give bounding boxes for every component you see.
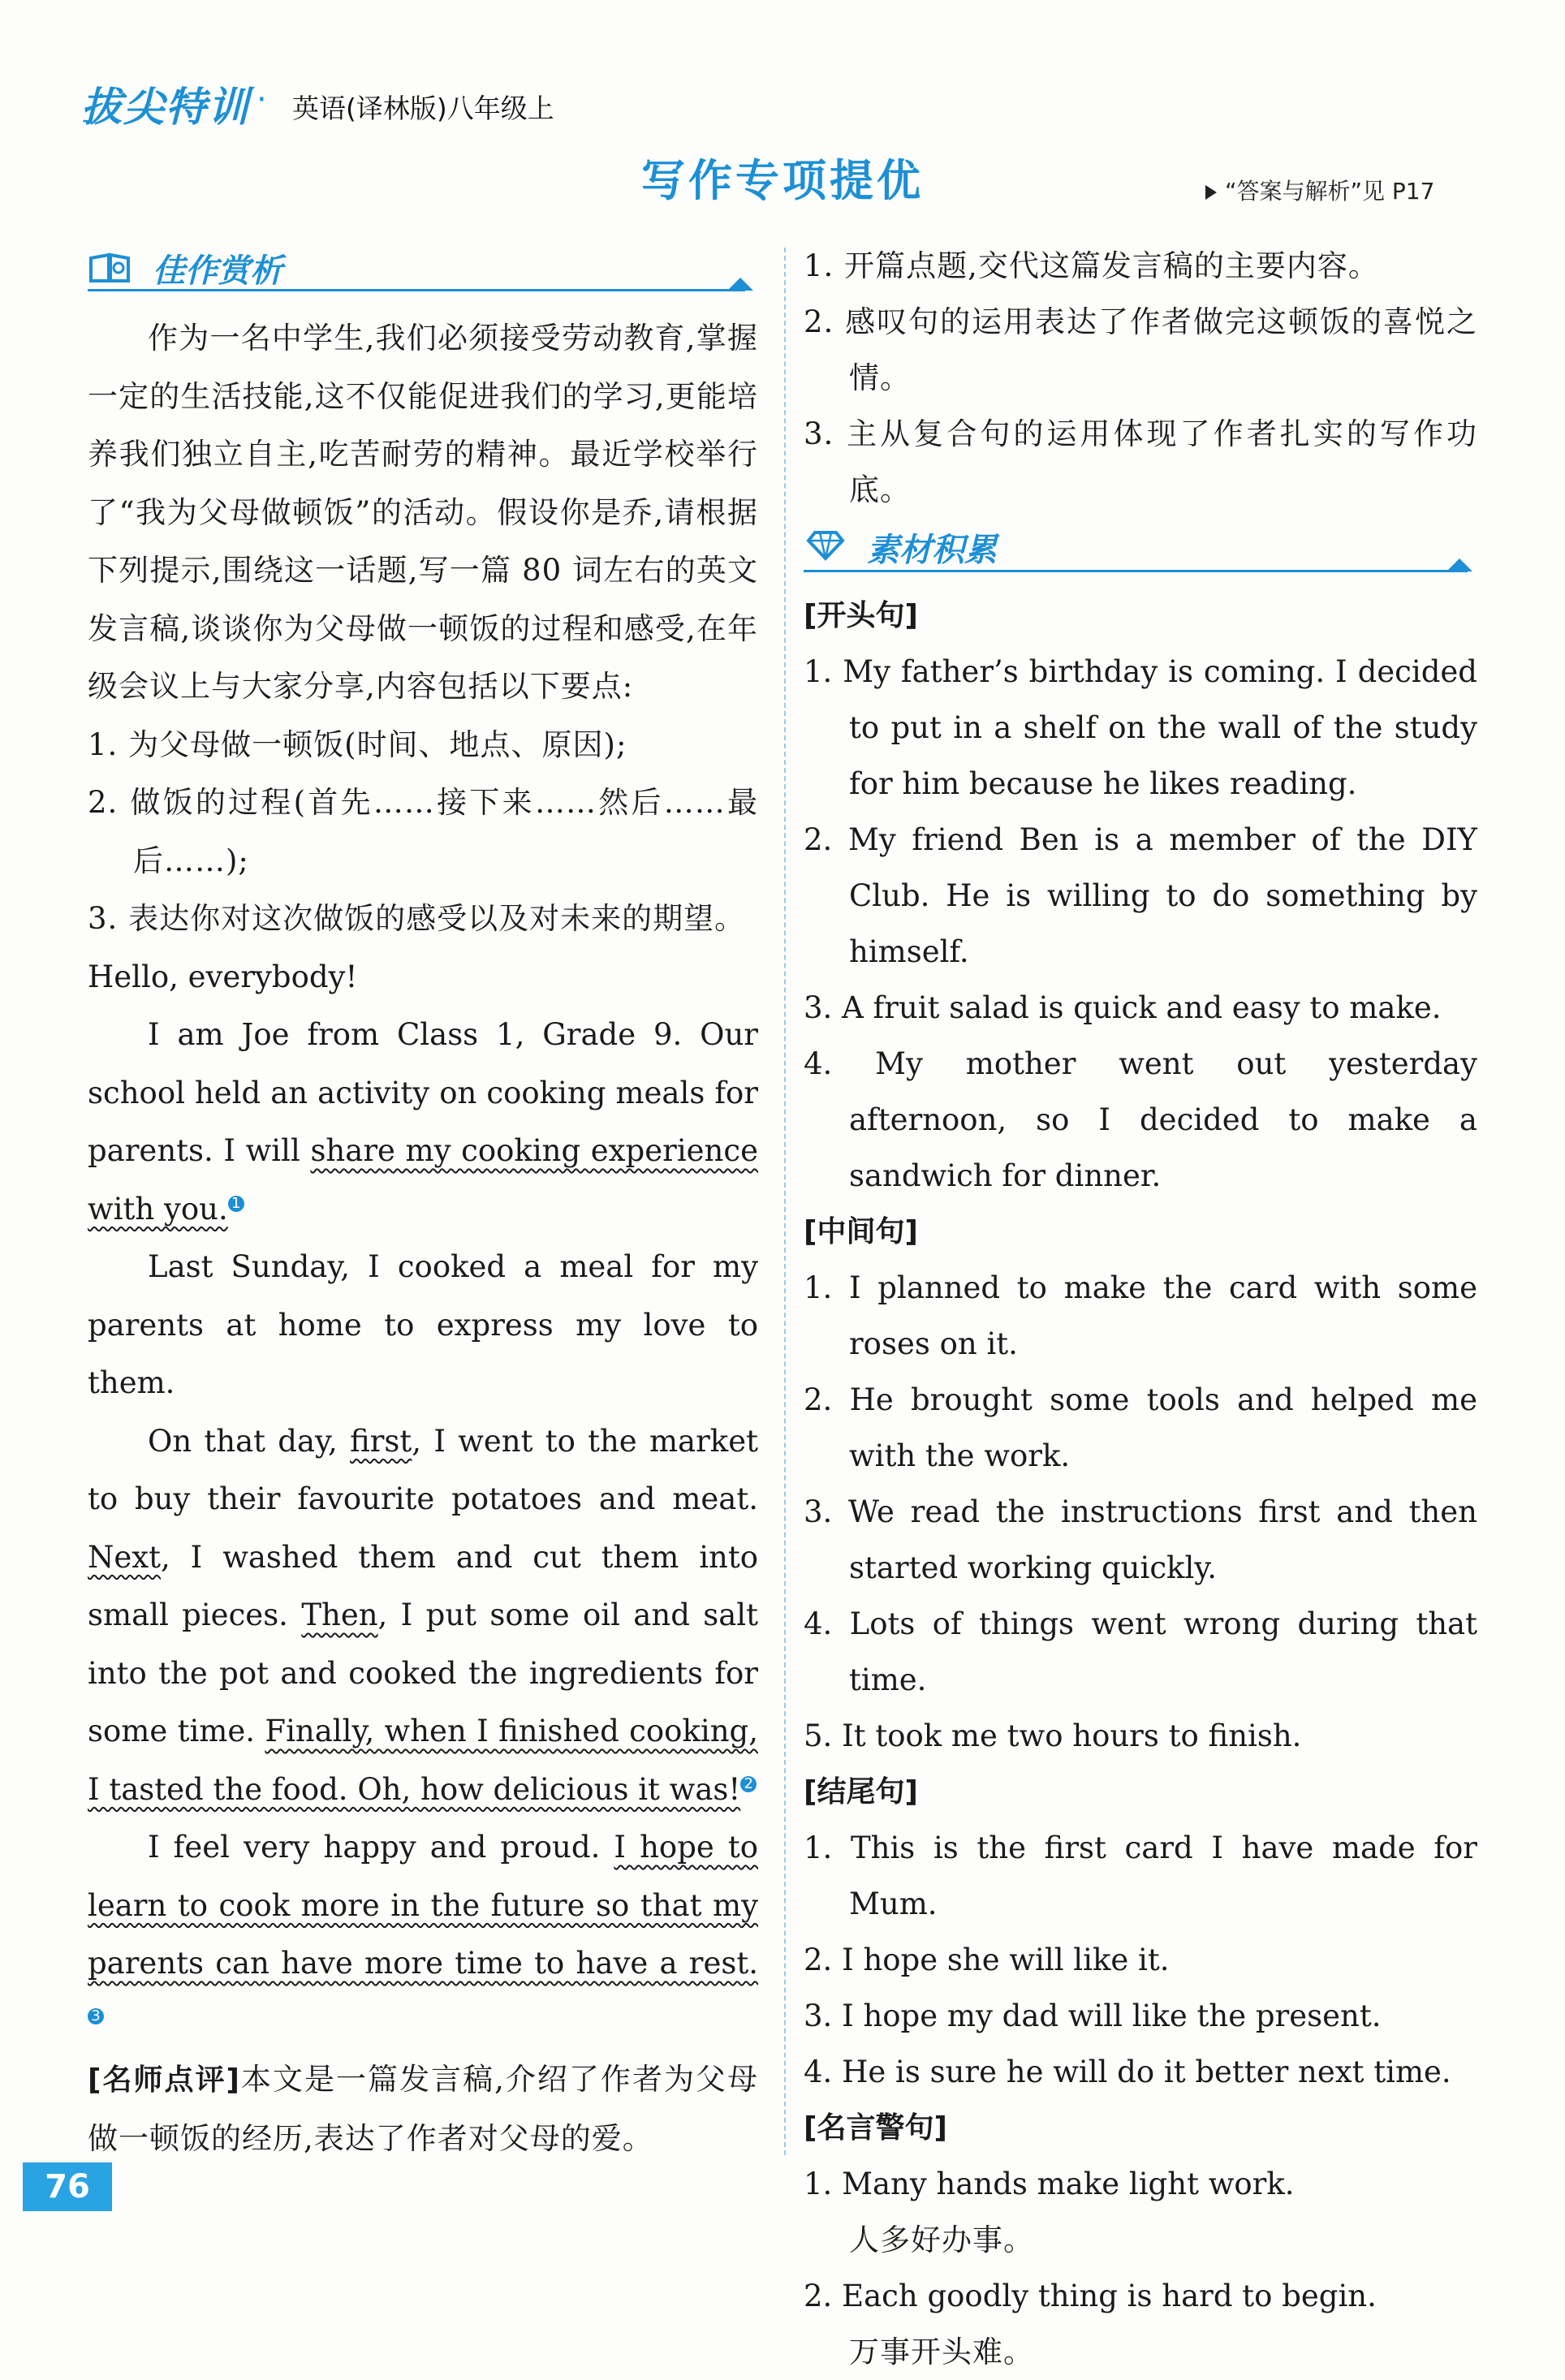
material-item: 5. It took me two hours to finish. — [804, 1718, 1302, 1753]
page-title: 写作专项提优 — [641, 155, 924, 206]
annotation-marker: 3 — [88, 2008, 104, 2024]
material-item: 1. I planned to make the card with some roses on it. — [804, 1270, 1477, 1361]
comment-points — [804, 238, 1477, 518]
group-label: [开头句] — [804, 599, 918, 632]
material-item: 4. Lots of things went wrong during that time. — [804, 1606, 1477, 1697]
prompt-point: 3. 表达你对这次做饭的感受以及对未来的期望。 — [88, 901, 746, 936]
comment-point: 3. 主从复合句的运用体现了作者扎实的写作功底。 — [804, 416, 1477, 507]
column-divider — [784, 248, 786, 2155]
prompt-point: 1. 为父母做一顿饭(时间、地点、原因); — [88, 727, 627, 762]
page-number: 76 — [23, 2162, 112, 2211]
material-item: 2. Each goodly thing is hard to begin. — [804, 2279, 1377, 2313]
material-item: 2. I hope she will like it. — [804, 1942, 1170, 1977]
triangle-icon — [727, 278, 753, 291]
material-translation: 人多好办事。 — [849, 2223, 1034, 2257]
essay-paragraph: On that day, first, I went to the market to buy their favourite potatoes and meat. Next, I washed them and cut them into small pieces. Then, I put some oil and salt into the pot and cooked the ingredients for some time. Finally, when I finished cooking, I tasted the food. Oh, how delicious it was! 2 — [88, 1423, 758, 1807]
comment-label: [名师点评] — [88, 2063, 240, 2097]
essay-paragraph: I am Joe from Class 1, Grade 9. Our school held an activity on cooking meals for parents. I will share my cooking experience with you. 1 — [88, 1017, 758, 1227]
diamond-icon — [804, 529, 847, 562]
comment-point: 2. 感叹句的运用表达了作者做完这顿饭的喜悦之情。 — [804, 304, 1478, 395]
section-title-appreciation: 佳作赏析 — [153, 252, 282, 290]
book-icon — [88, 252, 131, 284]
materials-list — [804, 588, 1477, 2380]
material-item: 1. This is the first card I have made for Mum. — [804, 1830, 1477, 1921]
series-logo: 拔尖特训 — [81, 84, 250, 131]
material-item: 1. My father’s birthday is coming. I decided to put in a shelf on the wall of the study for him because he likes reading. — [804, 654, 1477, 801]
header-dot: · — [257, 81, 267, 119]
section-title-materials: 素材积累 — [867, 532, 997, 569]
answer-reference: “答案与解析”见 P17 — [1205, 174, 1434, 206]
material-item: 2. He brought some tools and helped me with the work. — [804, 1382, 1477, 1473]
material-item: 2. My friend Ben is a member of the DIY Club. He is willing to do something by himself. — [804, 822, 1477, 969]
section-underline — [804, 570, 1468, 572]
annotation-marker: 2 — [740, 1776, 757, 1792]
triangle-icon — [1446, 558, 1472, 571]
essay-paragraph: I feel very happy and proud. I hope to learn to cook more in the future so that my parents can have more time to have a rest.3 — [88, 1830, 758, 2025]
annotation-marker: 1 — [228, 1196, 244, 1212]
comment-point: 1. 开篇点题,交代这篇发言稿的主要内容。 — [804, 248, 1379, 283]
material-item: 4. My mother went out yesterday afternoon, so I decided to make a sandwich for dinner. — [804, 1046, 1477, 1193]
group-label: [中间句] — [804, 1215, 918, 1248]
triangle-icon — [1205, 185, 1217, 200]
left-column — [88, 309, 758, 2167]
material-item: 3. I hope my dad will like the present. — [804, 1998, 1382, 2033]
essay-greeting: Hello, everybody! — [88, 959, 358, 994]
material-item: 3. A fruit salad is quick and easy to make. — [804, 990, 1442, 1025]
material-translation: 万事开头难。 — [849, 2335, 1034, 2369]
material-item: 3. We read the instructions first and then started working quickly. — [804, 1494, 1477, 1585]
book-subtitle: 英语(译林版)八年级上 — [292, 93, 554, 124]
material-item: 4. He is sure he will do it better next time. — [804, 2054, 1451, 2089]
essay-paragraph: Last Sunday, I cooked a meal for my parents at home to express my love to them. — [88, 1249, 758, 1400]
section-underline — [88, 289, 745, 291]
group-label: [结尾句] — [804, 1775, 918, 1809]
group-label: [名言警句] — [804, 2111, 947, 2145]
teacher-comment: [名师点评]本文是一篇发言稿,介绍了作者为父母做一顿饭的经历,表达了作者对父母的爱。 — [88, 2062, 758, 2156]
material-item: 1. Many hands make light work. — [804, 2167, 1295, 2201]
prompt-point: 2. 做饭的过程(首先……接下来……然后……最后……); — [88, 785, 758, 878]
prompt-paragraph: 作为一名中学生,我们必须接受劳动教育,掌握一定的生活技能,这不仅能促进我们的学习,更能培养我们独立自主,吃苦耐劳的精神。最近学校举行了“我为父母做顿饭”的活动。假设你是乔,请根据下列提示,围绕这一话题,写一篇 80 词左右的英文发言稿,谈谈你为父母做一顿饭的过程和感受,在年级会议上与大家分享,内容包括以下要点: — [88, 321, 758, 704]
